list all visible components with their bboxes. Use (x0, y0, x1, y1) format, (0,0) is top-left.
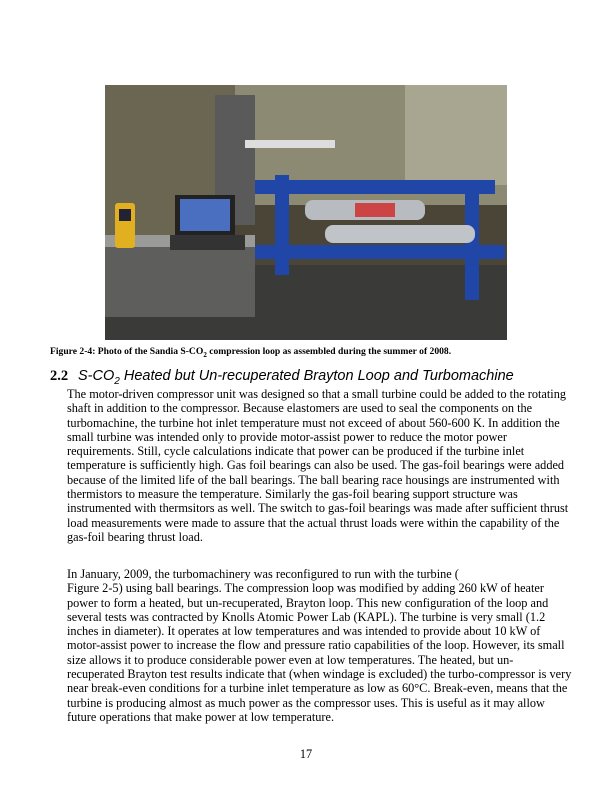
paragraph-line: In January, 2009, the turbomachinery was reconfigured to run with the turbine ( (67, 567, 459, 581)
paragraph-line: because of the limited life of the ball bearings. The ball bearing race housings are instrumented with (67, 472, 560, 487)
paragraph-line: power to form a heated, but un-recuperated, Brayton loop. This new configuration of the loop and (67, 595, 549, 610)
section-number: 2.2 (50, 368, 69, 384)
paragraph-line: size allows it to produce considerable power even at low temperatures. The heated, but un- (67, 652, 514, 667)
paragraph-line: load measurements were made to assure that the actual thrust loads were within the capability of the (67, 515, 560, 530)
paragraph-line: temperature is sufficiently high. Gas foil bearings can also be used. The gas-foil bearings were added (67, 458, 565, 473)
section-title-end: Heated but Un-recuperated Brayton Loop and Turbomachine (119, 368, 514, 384)
section-heading (50, 368, 514, 387)
caption-subscript: 2 (203, 350, 207, 359)
paragraph-line: future operations that make power at low temperature. (67, 709, 335, 724)
figure-photo-compression-loop (105, 85, 507, 340)
paragraph-line: inches in diameter). It operates at low temperatures and was intended to provide about 10 kW of (67, 624, 541, 639)
paragraph-line: turbomachine, the turbine hot inlet temperature must not exceed of about 560-600 K. In addition the (67, 415, 560, 430)
section-title-subscript: 2 (114, 375, 120, 387)
paragraph-line: gas-foil bearing thrust load. (67, 529, 203, 544)
page-number: 17 (299, 747, 313, 761)
paragraph-2 (67, 567, 571, 724)
paragraph-1 (67, 387, 568, 544)
paragraph-line: Figure 2-5) using ball bearings. The compression loop was modified by adding 260 kW of heater (67, 581, 544, 596)
caption-text: Figure 2-4: Photo of the Sandia S-CO (50, 346, 204, 357)
paragraph-line: motor-assist power to increase the flow and pressure ratio capabilities of the loop. However, its small (67, 638, 565, 653)
paragraph-line: thermistors to measure the temperature. Similarly the gas-foil bearing support structure was (67, 487, 518, 502)
paragraph-line: shaft in addition to the compressor. Because elastomers are used to seal the components on the (67, 401, 533, 416)
paragraph-line: recuperated Brayton test results indicate that (when windage is excluded) the turbo-compressor is very (67, 667, 572, 682)
paragraph-line: requirements. Still, cycle calculations indicate that power can be produced if the turbine inlet (67, 444, 525, 459)
figure-caption (50, 346, 451, 359)
paragraph-line: instrumented with thermsitors as well. The switch to gas-foil bearings was made after sufficient thrust (67, 501, 569, 516)
section-title (78, 368, 514, 387)
paragraph-line: several tests was contracted by Knolls Atomic Power Lab (KAPL). The turbine is very small (1.2 (67, 609, 546, 624)
paragraph-line: The motor-driven compressor unit was designed so that a small turbine could be added to the rotating (67, 387, 567, 401)
paragraph-line: small turbine was intended only to provide motor-assist power to reduce the motor power (67, 429, 507, 444)
caption-text-end: compression loop as assembled during the summer of 2008. (206, 346, 452, 357)
paragraph-line: turbine is producing almost as much power as the compressor uses. This is useful as it may allow (67, 695, 545, 710)
section-title-start: S-CO (78, 368, 115, 384)
paragraph-line: near break-even conditions for a turbine inlet temperature as low as 60°C. Break-even, means that the (67, 681, 568, 696)
